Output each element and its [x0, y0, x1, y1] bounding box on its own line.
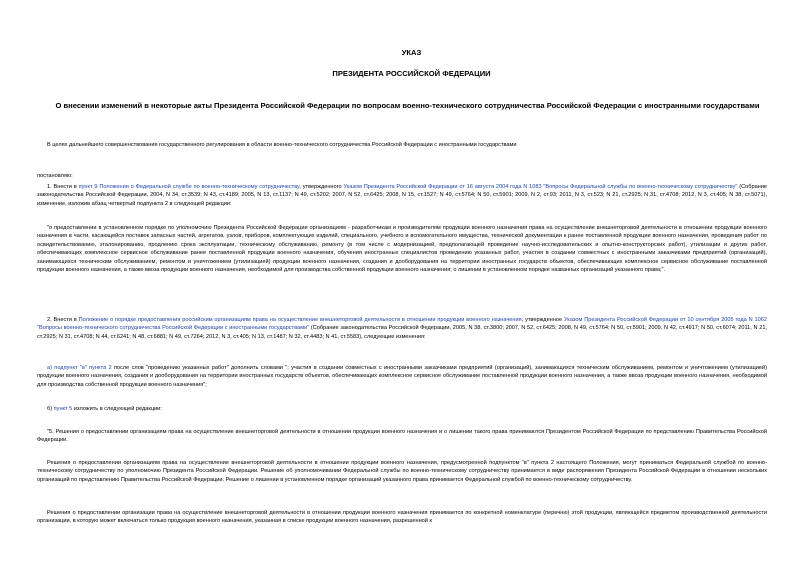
doc-subtitle: О внесении изменений в некоторые акты Президента Российской Федерации по вопросам военно-технического сотрудничества Российской Федерации с иностранными государствами [55, 101, 760, 110]
quote-1-text: "о предоставлении в установленном порядке по уполномочию Президента Российской Федерации организациям - разработчикам и производителям продукции военного назначения права на осуществление внешнеторговой деятельности в отношении продукции военного назначения в части, касающейся поставок запасных частей, агрегатов, узлов, приборов, комплектующих изделий, специального, учебного и вспомогательного имущества, технической документации к ранее поставленной продукции военного назначения, проведения работ по освидетельствованию, эталонированию, продлению срока эксплуатации, техническому обслуживанию, ремонту (в том числе с модернизацией, предполагающей проведение научно-исследовательских и опытно-конструкторских работ), утилизации и других работ, обеспечивающих комплексное сервисное обслуживание ранее поставленной продукции военного назначения, обучения иностранных специалистов проведению указанных работ, участия в создании совместных с иностранными заказчиками предприятий (организаций), занимающихся техническим обслуживанием, ремонтом и уничтожением (утилизацией) продукции военного назначения, создания и дооборудования на территории иностранных государств объектов, обеспечивающих комплексное сервисное обслуживание поставленной продукции военного назначения, а также ввоза продукции военного назначения, необходимой для производства собственной продукции военного назначения; о лишении в установленном порядке названных организаций указанного права;". [37, 225, 767, 274]
quote-point-5-para-3 [37, 509, 767, 526]
doc-title-president: ПРЕЗИДЕНТА РОССИЙСКОЙ ФЕДЕРАЦИИ [332, 69, 491, 78]
p2b-text-b: изложить в следующей редакции: [72, 406, 162, 412]
decree-word: постановляю: [37, 173, 73, 179]
p2b-text-a: б) [47, 406, 54, 412]
p1-text-b: , утвержденного [299, 184, 344, 190]
paragraph-2a [37, 364, 767, 389]
q5-text: "5. Решения о предоставлении организациям права на осуществление внешнеторговой деятельности в отношении продукции военного назначения и о лишении такого права принимаются Президентом Российской Федерации по представлению Правительства Российской Федерации. [37, 429, 767, 444]
q7-text: Решения о предоставлении организации права на осуществление внешнеторговой деятельности в отношении продукции военного назначения принимается по конкретной номенклатуре (перечню) этой продукции, являющейся предметом производственной деятельности организации, в которую может включаться только продукция военного назначения, указанная в списке продукции военного назначения, разрешенной к [37, 510, 767, 525]
quote-paragraph-1 [37, 224, 767, 274]
link-point-5[interactable]: пункт 5 [53, 406, 73, 412]
q6-text: Решения о предоставлении организациям права на осуществление внешнеторговой деятельности в отношении продукции военного назначения, предусмотренной подпунктом "в" пункта 2 настоящего Положения, могут приниматься Федеральной службой по военно-техническому сотрудничеству по уполномочию Президента Российской Федерации. Решение об уполномочивании Федеральной службы по военно-техническому сотрудничеству принимается в виде распоряжения Президента Российской Федерации в отношении нескольких организаций по представлению Правительства Российской Федерации. Решение о лишении в установленном порядке организаций указанного права принимается Федеральной службой по военно-техническому сотрудничеству. [37, 460, 767, 483]
paragraph-1 [37, 183, 767, 208]
paragraph-2 [37, 316, 767, 341]
p2a-text: после слов "проведению указанных работ" дополнить словами "; участия в создании совместных с иностранными заказчиками предприятий (организаций), занимающихся техническим обслуживанием, ремонтом и уничтожением (утилизацией) продукции военного назначения, создания и дооборудования на территории иностранных государств объектов, обеспечивающих комплексное сервисное обслуживание поставленной продукции военного назначения, а также ввоза продукции военного назначения, необходимой для производства собственной продукции военного назначения"; [37, 365, 767, 388]
p2-text-b: , утвержденное [521, 317, 564, 323]
link-position-fsvts[interactable]: пункт 9 Положения о Федеральной службе по военно-техническому сотрудничеству [78, 184, 300, 190]
p1-text-c: (Собрание законодательства Российской Федерации, 2004, N 34, ст.3539; N 43, ст.4189; 2005, N 13, ст.1137; N 49, ст.5202; 2007, N 52, ст.6425; 2008, N 15, ст.1527; N 49, ст.5764; N 50, ст.5901; 2009, N 2, ст.93; 2011, N 3, ст.523; N 21, ст.2925; N 31, ст.4708; 2012, N 3, ст.405; N 38, ст.5071), изменение, изложив абзац четвертый подпункта 2 в следующей редакции: [37, 184, 768, 207]
p1-text-a: 1. Внести в [47, 184, 79, 190]
intro-paragraph: В целях дальнейшего совершенствования государственного регулирования в области военно-технического сотрудничества Российской Федерации с иностранными государствами [47, 142, 517, 148]
p2-text-a: 2. Внести в [47, 317, 79, 323]
link-decree-1062[interactable]: Указом Президента Российской Федерации от 10 сентября 2005 года N 1062 "Вопросы военно-технического сотрудничества Российской Федерации с иностранными государствами" [37, 317, 767, 332]
quote-point-5-para-2 [37, 459, 767, 484]
link-subpoint-v-point-2[interactable]: а) подпункт "в" пункта 2 [47, 365, 112, 371]
link-position-order[interactable]: Положение о порядке предоставления российским организациям права на осуществление внешнеторговой деятельности в отношении продукции военного назначения [78, 317, 522, 323]
p2-text-c: (Собрание законодательства Российской Федерации, 2005, N 38, ст.3800; 2007, N 52, ст.6425; 2008, N 49, ст.5764; N 50, ст.5901; 2009, N 42, ст.4917; N 50, ст.6074; 2011, N 21, ст.2925; N 31, ст.4708; N 44, ст.6241; N 48, ст.6881; N 49, ст.7264; 2012, N 3, ст.405; N 13, ст.1487; N 32, ст.4483; N 41, ст.5583), следующие изменения: [37, 325, 767, 340]
quote-point-5 [37, 428, 767, 445]
doc-title-decree: УКАЗ [401, 48, 422, 57]
paragraph-2b [37, 405, 767, 413]
link-decree-1083[interactable]: Указом Президента Российской Федерации от 16 августа 2004 года N 1083 "Вопросы Федеральной службы по военно-техническому сотрудничеству" [343, 184, 738, 190]
